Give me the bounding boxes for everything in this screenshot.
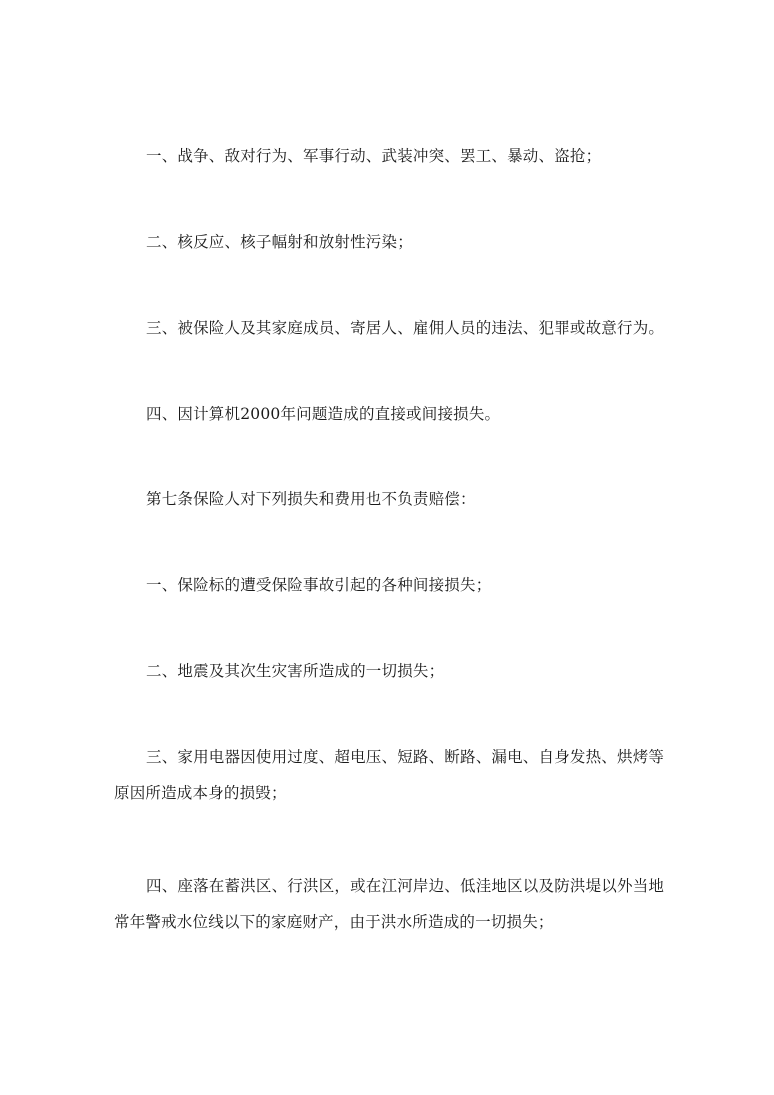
- exclusion-item-intentional-acts: 三、被保险人及其家庭成员、寄居人、雇佣人员的违法、犯罪或故意行为。: [146, 319, 665, 337]
- article-seven-item-indirect-loss: 一、保险标的遭受保险事故引起的各种间接损失；: [146, 576, 492, 594]
- article-seven-item-earthquake: 二、地震及其次生灾害所造成的一切损失；: [146, 662, 445, 680]
- article-seven-heading: 第七条保险人对下列损失和费用也不负责赔偿：: [146, 490, 476, 508]
- exclusion-item-nuclear: 二、核反应、核子幅射和放射性污染；: [146, 233, 413, 251]
- article-seven-item-flood: 四、座落在蓄洪区、行洪区，或在江河岸边、低洼地区以及防洪堤以外当地常年警戒水位线以下的家庭财产，由于洪水所造成的一切损失；: [114, 877, 665, 931]
- exclusion-item-war: 一、战争、敌对行为、军事行动、武装冲突、罢工、暴动、盗抢；: [146, 147, 602, 165]
- article-seven-item-appliances: 三、家用电器因使用过度、超电压、短路、断路、漏电、自身发热、烘烤等原因所造成本身的损毁；: [114, 748, 665, 802]
- exclusion-item-y2k: 四、因计算机2000年问题造成的直接或间接损失。: [146, 405, 501, 423]
